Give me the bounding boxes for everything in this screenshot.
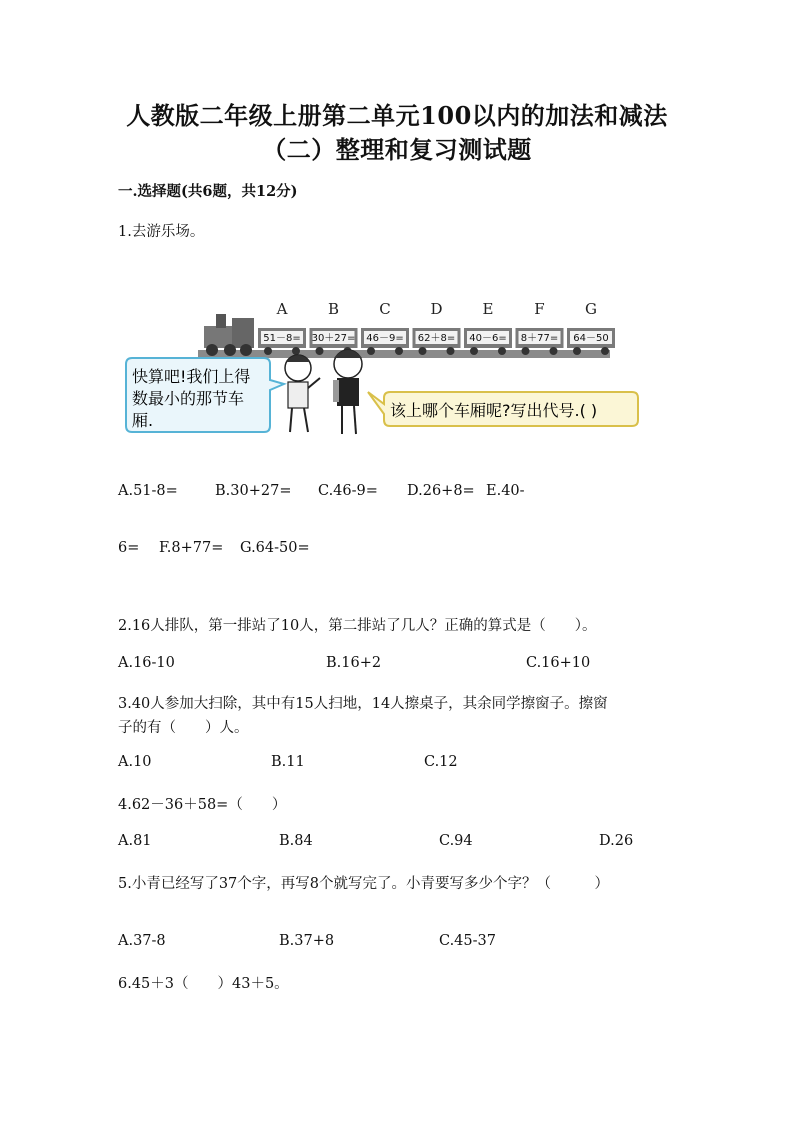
train-car [516,300,564,355]
train-car-letter: C [379,300,391,318]
train-car-equation: 8＋77= [520,333,559,344]
q2-stem: 2.16人排队，第一排站了10人，第二排站了几人？正确的算式是（ ）。 [118,618,597,634]
q1-option-c[interactable]: C.46-9= [318,483,378,499]
q3-stem-line-1: 3.40人参加大扫除，其中有15人扫地，14人擦桌子，其余同学擦窗子。擦窗 [118,696,608,712]
speech-bubble-right [368,392,638,426]
bubble-right-text: 该上哪个车厢呢?写出代号.( ) [390,401,598,420]
train-car-equation: 30＋27= [311,333,356,344]
train-car-equation: 40－6= [469,333,507,344]
q4-option-a[interactable]: A.81 [118,833,152,849]
boy-right-icon [333,350,362,434]
train-illustration [120,296,650,446]
bubble-left-line-1: 快算吧!我们上得 [132,367,251,386]
q1-option-e-part1[interactable]: E.40- [486,483,525,499]
bubble-left-line-2: 数最小的那节车 [132,389,245,408]
q3-stem-line-2: 子的有（ ）人。 [118,720,249,736]
train-car-letter: B [327,300,340,318]
section-heading: 一.选择题(共6题，共12分) [118,183,298,200]
q4-option-d[interactable]: D.26 [599,833,634,849]
boy-left-icon [285,355,320,432]
train-car-letter: F [534,300,545,318]
title-line-2: （二）整理和复习测试题 [262,135,532,164]
q5-option-a[interactable]: A.37-8 [118,933,166,949]
q5-option-c[interactable]: C.45-37 [439,933,496,949]
train-car-equation: 64－50 [573,333,609,344]
q1-option-e-part2[interactable]: 6= [118,540,140,556]
bubble-left-line-3: 厢. [132,411,154,430]
q4-option-c[interactable]: C.94 [439,833,473,849]
track [198,350,610,358]
q1-option-a[interactable]: A.51-8= [118,483,178,499]
q5-option-b[interactable]: B.37+8 [279,933,335,949]
train-car [413,300,461,355]
q1-option-g[interactable]: G.64-50= [240,540,310,556]
locomotive-icon [204,314,254,356]
train-car-letter: G [585,300,597,318]
train-car-equation: 46－9= [366,333,404,344]
q3-option-c[interactable]: C.12 [424,754,458,770]
q2-option-a[interactable]: A.16-10 [118,655,175,671]
q1-option-d[interactable]: D.26+8= [407,483,475,499]
q3-option-b[interactable]: B.11 [271,754,305,770]
q5-stem: 5.小青已经写了37个字，再写8个就写完了。小青要写多少个字？（ ） [118,876,610,892]
train-car [258,300,306,355]
train-car-letter: A [276,300,288,318]
train-car [310,300,358,355]
train-car-equation: 51－8= [263,333,301,344]
train-car [567,300,615,355]
train-car-letter: E [482,300,494,318]
train-car-equation: 62＋8= [417,333,456,344]
q1-stem: 1.去游乐场。 [118,224,205,240]
q2-option-b[interactable]: B.16+2 [326,655,382,671]
title-line-1: 人教版二年级上册第二单元100以内的加法和减法 [126,101,668,130]
q3-option-a[interactable]: A.10 [118,754,152,770]
q4-option-b[interactable]: B.84 [279,833,313,849]
speech-bubble-left [126,358,284,432]
q1-option-b[interactable]: B.30+27= [215,483,292,499]
train-car-letter: D [430,300,443,318]
q1-option-f[interactable]: F.8+77= [159,540,224,556]
q2-option-c[interactable]: C.16+10 [526,655,591,671]
q6-stem: 6.45＋3（ ）43＋5。 [118,976,289,992]
q4-stem: 4.62－36＋58=（ ） [118,797,287,813]
train-car [464,300,512,355]
train-car [361,300,409,355]
